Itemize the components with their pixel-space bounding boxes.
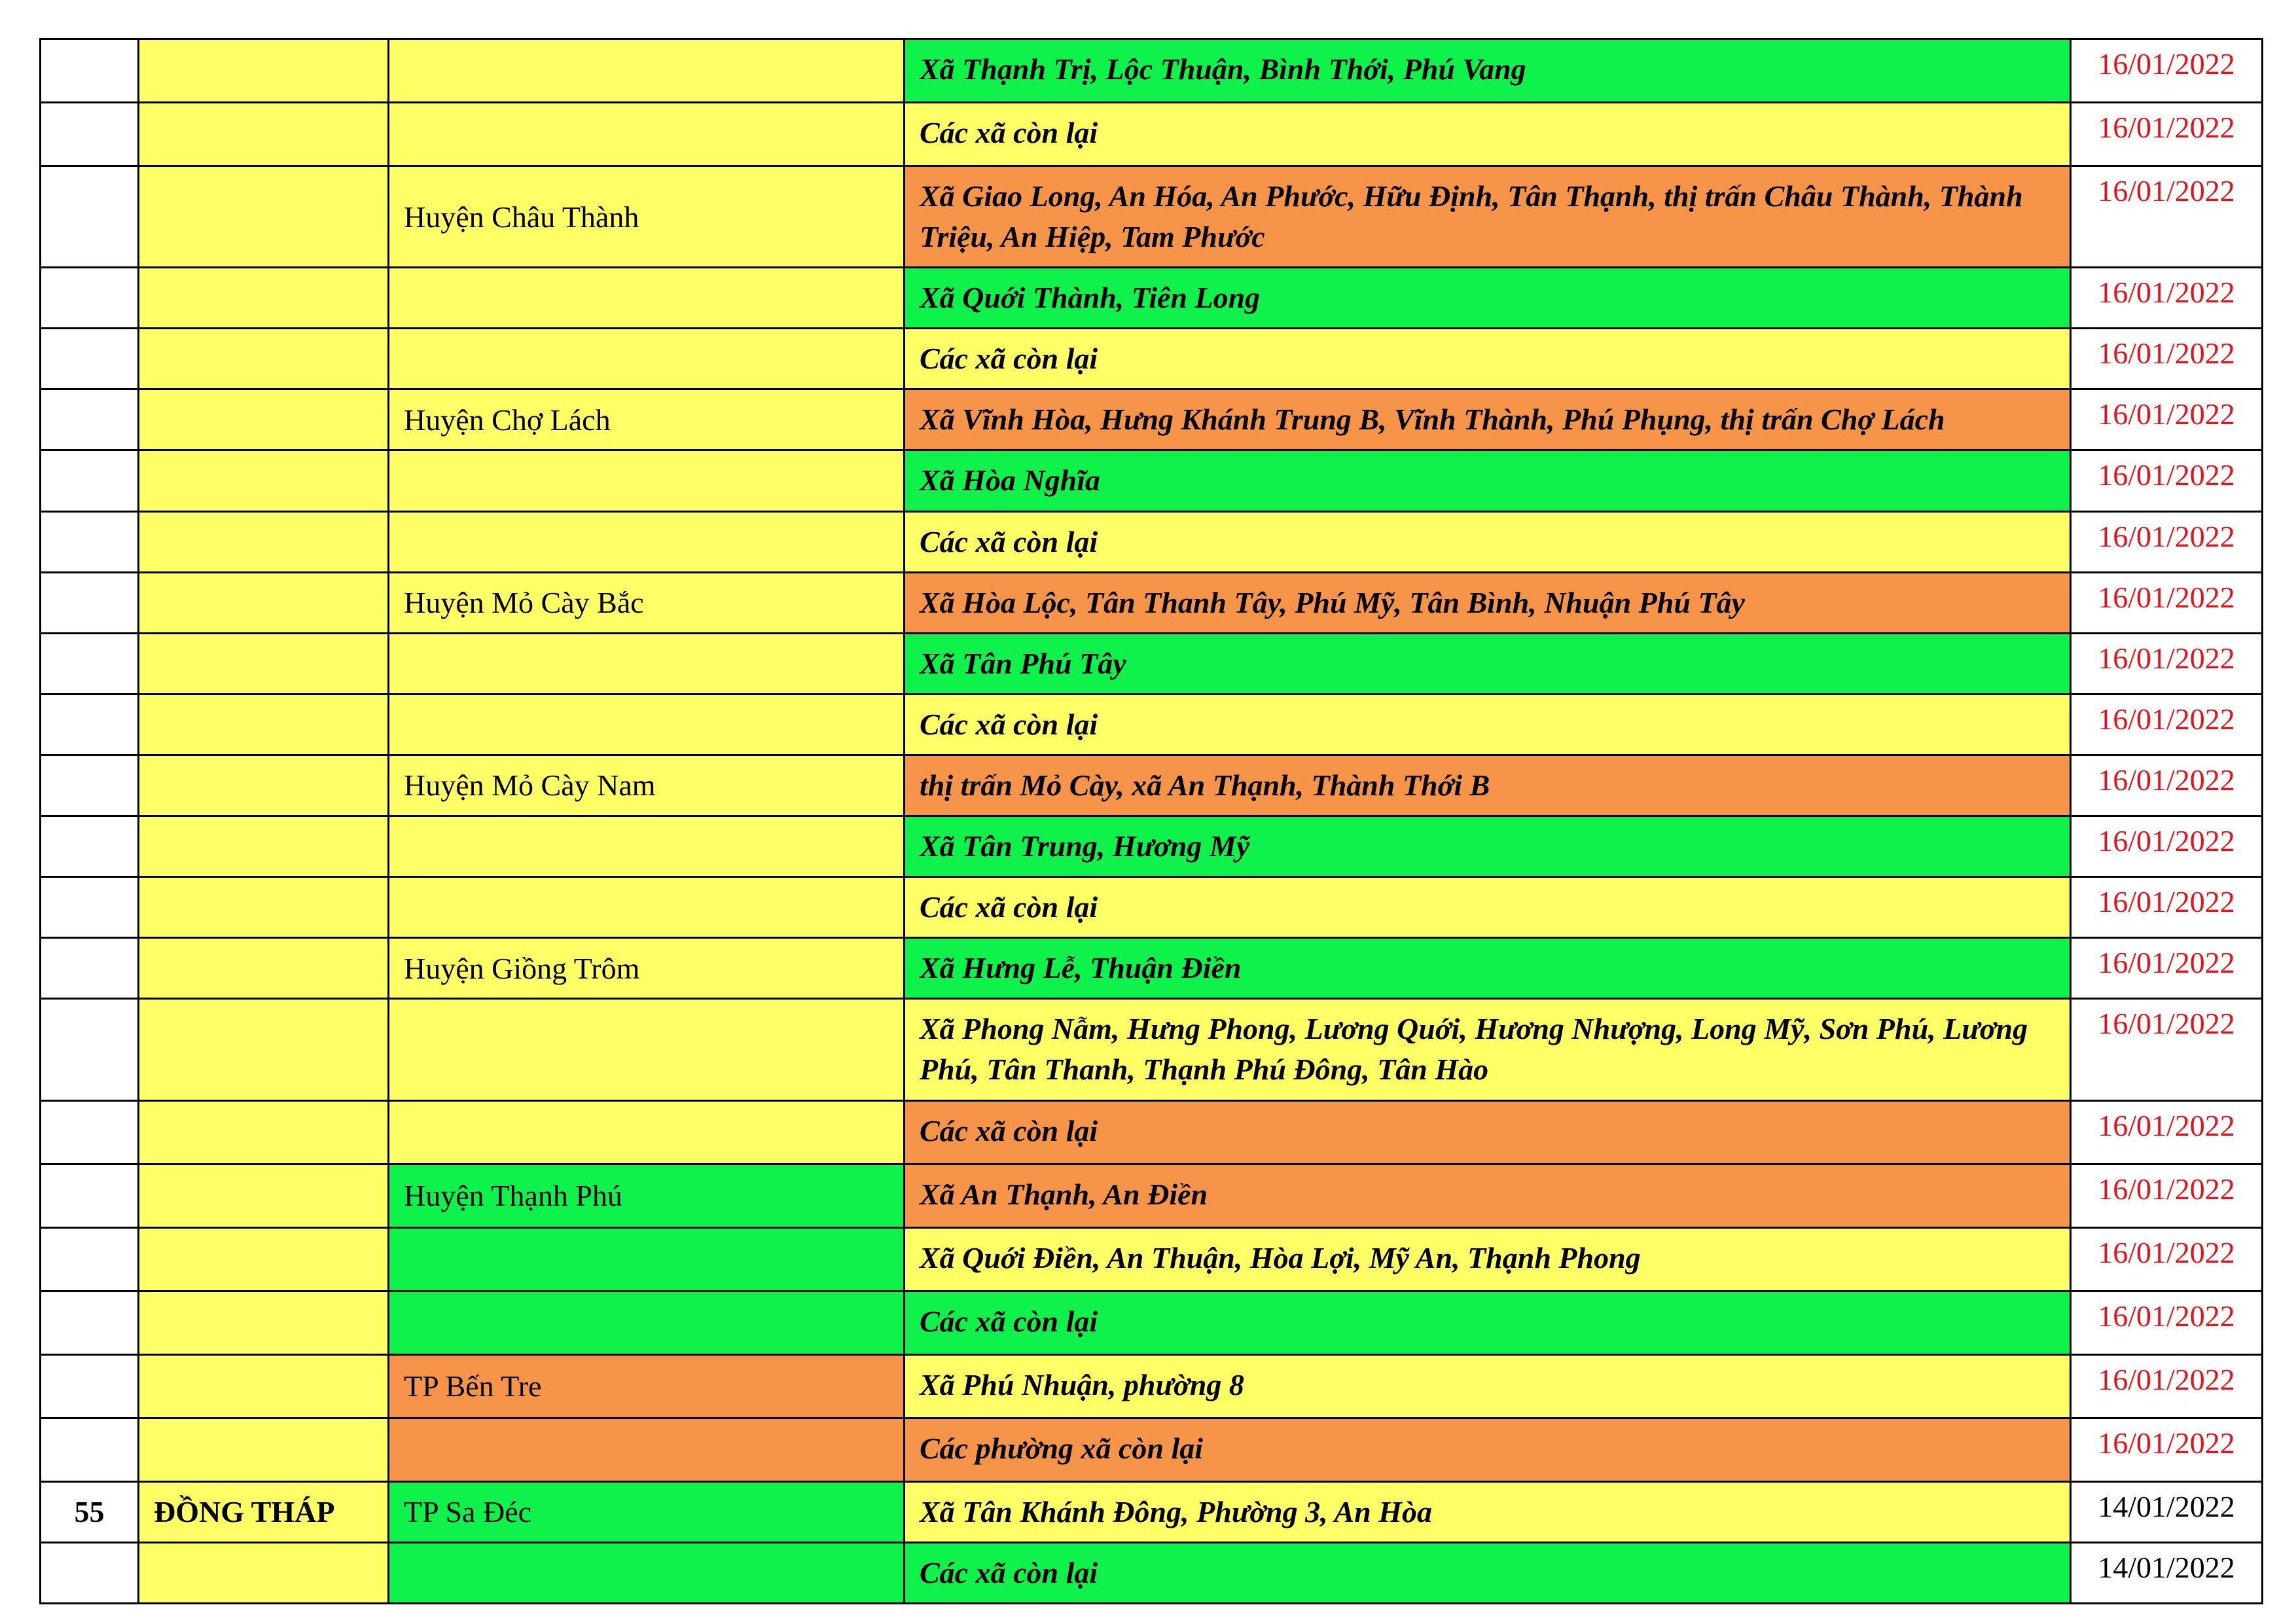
commune-cell: Các xã còn lại: [905, 329, 2071, 389]
table-row: [41, 1164, 2263, 1227]
district-cell: [389, 1100, 905, 1164]
commune-cell: Xã Hòa Lộc, Tân Thanh Tây, Phú Mỹ, Tân Bình, Nhuận Phú Tây: [905, 572, 2071, 633]
province-cell: [139, 329, 389, 389]
table-row: [41, 103, 2263, 166]
commune-cell: Các xã còn lại: [905, 694, 2071, 755]
stt-cell: [41, 877, 139, 938]
province-cell: [139, 1354, 389, 1418]
district-cell: [389, 633, 905, 694]
table-row: [41, 450, 2263, 511]
stt-cell: [41, 1227, 139, 1291]
stt-cell: [41, 329, 139, 389]
district-cell: [389, 1542, 905, 1603]
commune-cell: Các xã còn lại: [905, 1291, 2071, 1354]
commune-cell: Xã Tân Trung, Hương Mỹ: [905, 816, 2071, 877]
table-row: [41, 938, 2263, 999]
date-cell: 14/01/2022: [2071, 1542, 2263, 1603]
stt-cell: [41, 1164, 139, 1227]
table-row: [41, 633, 2263, 694]
date-cell: 16/01/2022: [2071, 694, 2263, 755]
district-cell: [389, 877, 905, 938]
date-cell: 16/01/2022: [2071, 1418, 2263, 1481]
commune-cell: Các phường xã còn lại: [905, 1418, 2071, 1481]
province-cell: [139, 877, 389, 938]
date-cell: 16/01/2022: [2071, 938, 2263, 999]
district-cell: [389, 103, 905, 166]
stt-cell: [41, 1418, 139, 1481]
province-cell: [139, 755, 389, 816]
district-cell: Huyện Thạnh Phú: [389, 1164, 905, 1227]
province-cell: [139, 816, 389, 877]
commune-cell: Xã Phú Nhuận, phường 8: [905, 1354, 2071, 1418]
stt-cell: [41, 694, 139, 755]
document-page: [39, 38, 2261, 1604]
stt-cell: [41, 450, 139, 511]
province-cell: [139, 39, 389, 103]
stt-cell: [41, 572, 139, 633]
province-cell: [139, 511, 389, 572]
stt-cell: [41, 1542, 139, 1603]
commune-cell: Xã Thạnh Trị, Lộc Thuận, Bình Thới, Phú Vang: [905, 39, 2071, 103]
table-row: [41, 1542, 2263, 1603]
table-row: [41, 1100, 2263, 1164]
province-cell: [139, 1418, 389, 1481]
stt-cell: [41, 268, 139, 329]
province-cell: [139, 572, 389, 633]
commune-cell: Xã Tân Phú Tây: [905, 633, 2071, 694]
commune-cell: Xã Phong Nẫm, Hưng Phong, Lương Quới, Hương Nhượng, Long Mỹ, Sơn Phú, Lương Phú, Tân Thanh, Thạnh Phú Đông, Tân Hào: [905, 999, 2071, 1100]
commune-cell: Các xã còn lại: [905, 511, 2071, 572]
date-cell: 16/01/2022: [2071, 572, 2263, 633]
table-row: [41, 877, 2263, 938]
table-row: [41, 39, 2263, 103]
province-cell: [139, 166, 389, 268]
date-cell: 16/01/2022: [2071, 389, 2263, 450]
district-cell: Huyện Giồng Trôm: [389, 938, 905, 999]
province-cell: [139, 999, 389, 1100]
stt-cell: [41, 1100, 139, 1164]
table-row: [41, 1418, 2263, 1481]
commune-cell: Xã Giao Long, An Hóa, An Phước, Hữu Định, Tân Thạnh, thị trấn Châu Thành, Thành Triệu, An Hiệp, Tam Phước: [905, 166, 2071, 268]
district-cell: [389, 1418, 905, 1481]
province-cell: [139, 1291, 389, 1354]
commune-cell: Xã Quới Thành, Tiên Long: [905, 268, 2071, 329]
covid-level-table: [39, 38, 2263, 1604]
table-row: [41, 694, 2263, 755]
table-row: [41, 572, 2263, 633]
province-cell: ĐỒNG THÁP: [139, 1481, 389, 1542]
district-cell: Huyện Chợ Lách: [389, 389, 905, 450]
province-cell: [139, 1164, 389, 1227]
table-row: [41, 1354, 2263, 1418]
date-cell: 14/01/2022: [2071, 1481, 2263, 1542]
district-cell: [389, 694, 905, 755]
date-cell: 16/01/2022: [2071, 511, 2263, 572]
district-cell: Huyện Châu Thành: [389, 166, 905, 268]
stt-cell: [41, 1354, 139, 1418]
date-cell: 16/01/2022: [2071, 1227, 2263, 1291]
commune-cell: Xã Hưng Lễ, Thuận Điền: [905, 938, 2071, 999]
date-cell: 16/01/2022: [2071, 877, 2263, 938]
province-cell: [139, 633, 389, 694]
stt-cell: 55: [41, 1481, 139, 1542]
commune-cell: Xã Vĩnh Hòa, Hưng Khánh Trung B, Vĩnh Thành, Phú Phụng, thị trấn Chợ Lách: [905, 389, 2071, 450]
commune-cell: Các xã còn lại: [905, 103, 2071, 166]
commune-cell: Xã Hòa Nghĩa: [905, 450, 2071, 511]
date-cell: 16/01/2022: [2071, 450, 2263, 511]
district-cell: [389, 1227, 905, 1291]
table-body: [41, 39, 2263, 1604]
stt-cell: [41, 389, 139, 450]
district-cell: [389, 450, 905, 511]
district-cell: [389, 39, 905, 103]
commune-cell: Các xã còn lại: [905, 1542, 2071, 1603]
table-row: [41, 329, 2263, 389]
date-cell: 16/01/2022: [2071, 39, 2263, 103]
province-cell: [139, 450, 389, 511]
table-row: [41, 511, 2263, 572]
table-row: [41, 816, 2263, 877]
stt-cell: [41, 166, 139, 268]
date-cell: 16/01/2022: [2071, 1100, 2263, 1164]
province-cell: [139, 1542, 389, 1603]
province-cell: [139, 694, 389, 755]
district-cell: [389, 329, 905, 389]
date-cell: 16/01/2022: [2071, 103, 2263, 166]
district-cell: [389, 816, 905, 877]
commune-cell: Xã Quới Điền, An Thuận, Hòa Lợi, Mỹ An, Thạnh Phong: [905, 1227, 2071, 1291]
commune-cell: Các xã còn lại: [905, 877, 2071, 938]
commune-cell: thị trấn Mỏ Cày, xã An Thạnh, Thành Thới B: [905, 755, 2071, 816]
table-row: [41, 1481, 2263, 1542]
stt-cell: [41, 938, 139, 999]
province-cell: [139, 103, 389, 166]
table-row: [41, 755, 2263, 816]
district-cell: Huyện Mỏ Cày Nam: [389, 755, 905, 816]
date-cell: 16/01/2022: [2071, 1354, 2263, 1418]
date-cell: 16/01/2022: [2071, 329, 2263, 389]
stt-cell: [41, 103, 139, 166]
date-cell: 16/01/2022: [2071, 268, 2263, 329]
district-cell: TP Sa Đéc: [389, 1481, 905, 1542]
table-row: [41, 389, 2263, 450]
province-cell: [139, 389, 389, 450]
stt-cell: [41, 816, 139, 877]
district-cell: [389, 268, 905, 329]
date-cell: 16/01/2022: [2071, 633, 2263, 694]
stt-cell: [41, 1291, 139, 1354]
district-cell: [389, 1291, 905, 1354]
table-row: [41, 999, 2263, 1100]
stt-cell: [41, 633, 139, 694]
district-cell: [389, 999, 905, 1100]
table-row: [41, 1291, 2263, 1354]
table-row: [41, 166, 2263, 268]
province-cell: [139, 1227, 389, 1291]
stt-cell: [41, 755, 139, 816]
commune-cell: Xã Tân Khánh Đông, Phường 3, An Hòa: [905, 1481, 2071, 1542]
province-cell: [139, 938, 389, 999]
date-cell: 16/01/2022: [2071, 1164, 2263, 1227]
stt-cell: [41, 39, 139, 103]
province-cell: [139, 1100, 389, 1164]
stt-cell: [41, 511, 139, 572]
province-cell: [139, 268, 389, 329]
stt-cell: [41, 999, 139, 1100]
district-cell: TP Bến Tre: [389, 1354, 905, 1418]
date-cell: 16/01/2022: [2071, 816, 2263, 877]
district-cell: Huyện Mỏ Cày Bắc: [389, 572, 905, 633]
district-cell: [389, 511, 905, 572]
date-cell: 16/01/2022: [2071, 1291, 2263, 1354]
table-row: [41, 1227, 2263, 1291]
table-row: [41, 268, 2263, 329]
commune-cell: Các xã còn lại: [905, 1100, 2071, 1164]
date-cell: 16/01/2022: [2071, 999, 2263, 1100]
commune-cell: Xã An Thạnh, An Điền: [905, 1164, 2071, 1227]
date-cell: 16/01/2022: [2071, 166, 2263, 268]
date-cell: 16/01/2022: [2071, 755, 2263, 816]
